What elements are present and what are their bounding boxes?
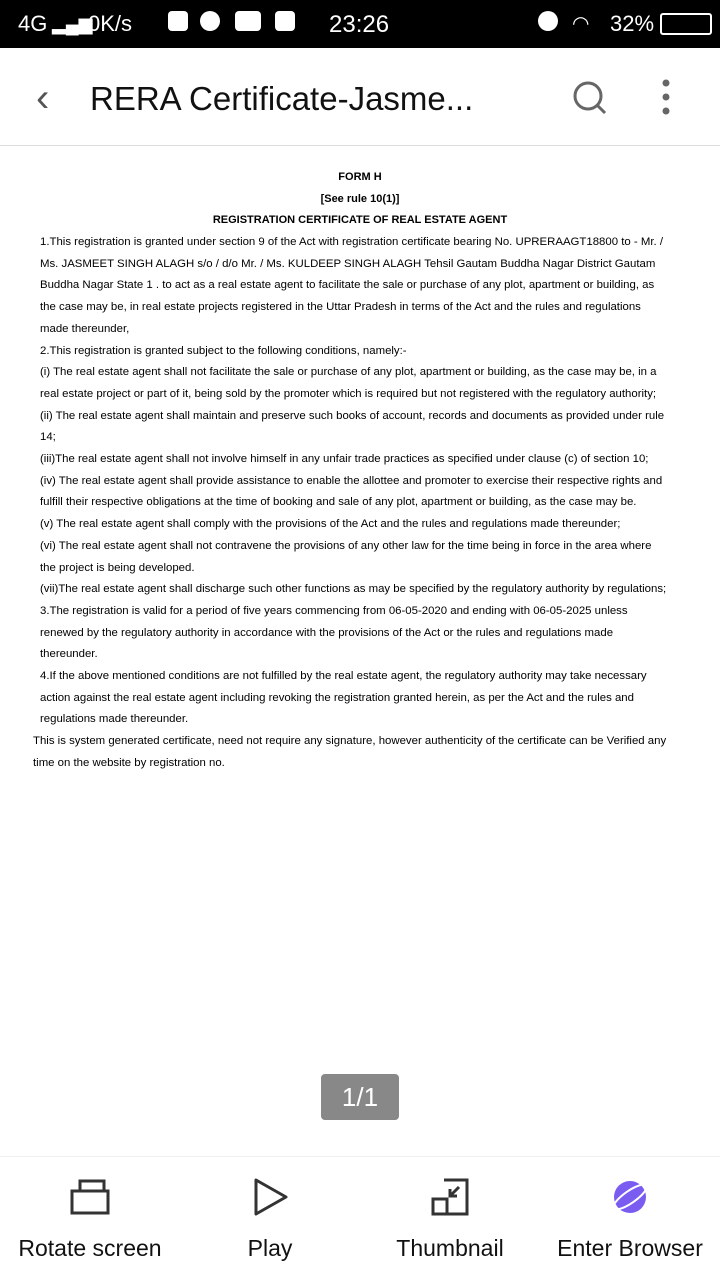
clock: 23:26 — [329, 11, 390, 38]
usb-settings-icon — [168, 11, 188, 31]
thumbnail-icon — [430, 1177, 470, 1217]
search-icon[interactable] — [572, 80, 608, 116]
signal-icon: ▂▄▆ — [52, 14, 93, 34]
thumbnail-button[interactable]: Thumbnail — [360, 1157, 540, 1281]
document-line: (vii)The real estate agent shall discharge such other functions as may be specified by the regulatory authority by regulations; — [40, 583, 667, 596]
document-line: 4.If the above mentioned conditions are not fulfilled by the real estate agent, the regulatory authority may take necessary — [40, 670, 647, 682]
document-line: Buddha Nagar State 1 . to act as a real estate agent to facilitate the sale or purchase of any plot, apartment or building, as — [40, 279, 655, 292]
document-line: (ii) The real estate agent shall maintain and preserve such books of account, records and documents as provided under rule — [40, 409, 665, 422]
network-type: 4G — [18, 11, 48, 36]
document-line: made thereunder, — [40, 322, 130, 335]
document-line: action against the real estate agent including revoking the registration granted herein, as per the Act and the rules and — [40, 691, 634, 704]
form-heading: FORM H — [338, 171, 382, 183]
page-indicator: 1/1 — [321, 1074, 399, 1120]
browser-planet-icon — [610, 1177, 650, 1217]
enter-browser-button[interactable]: Enter Browser — [540, 1157, 720, 1281]
document-line: 1.This registration is granted under section 9 of the Act with registration certificate bearing No. UPRERAAGT18800 to - Mr. / — [40, 236, 663, 248]
bottom-toolbar — [0, 1156, 720, 1280]
document-line: (v) The real estate agent shall comply with the provisions of the Act and the rules and regulations made thereunder; — [40, 518, 621, 531]
rule-heading: [See rule 10(1)] — [320, 193, 400, 205]
app-icon — [275, 11, 295, 31]
battery-icon — [660, 13, 712, 35]
app-bar — [0, 48, 720, 146]
document-line: (iii)The real estate agent shall not involve himself in any unfair trade practices as specified under clause (c) of section 10; — [40, 453, 649, 465]
rotate-screen-button[interactable]: Rotate screen — [0, 1157, 180, 1281]
rotate-icon — [70, 1177, 110, 1217]
document-line: (i) The real estate agent shall not facilitate the sale or purchase of any plot, apartment or building, as the case may be, in a — [40, 366, 657, 379]
document-line: This is system generated certificate, need not require any signature, however authenticity of the certificate can be Verified any — [33, 735, 667, 748]
wifi-icon: ◠ — [572, 13, 590, 35]
battery-percent: 32% — [610, 11, 655, 36]
alarm-icon — [538, 11, 558, 31]
document-line: renewed by the regulatory authority in accordance with the provisions of the Act or the rules and regulations made — [40, 626, 614, 639]
document-line: Ms. JASMEET SINGH ALAGH s/o / d/o Mr. / Ms. KULDEEP SINGH ALAGH Tehsil Gautam Buddha Nagar District Gautam — [40, 257, 656, 270]
net-speed: 0K/s — [88, 11, 133, 36]
document-line: the project is being developed. — [40, 561, 195, 574]
document-line: time on the website by registration no. — [33, 756, 225, 769]
document-line: real estate project or part of it, being sold by the promoter which is required but not registered with the regulatory authority; — [40, 387, 657, 400]
back-button[interactable]: ‹ — [36, 76, 50, 120]
document-line: (iv) The real estate agent shall provide assistance to enable the allottee and promoter to exercise their respective rights and — [40, 474, 663, 487]
document-line: fulfill their respective obligations at the time of booking and sale of any plot, apartment or building, as the case may be. — [40, 496, 637, 509]
more-options-icon[interactable] — [658, 78, 674, 118]
document-line: regulations made thereunder. — [40, 713, 189, 726]
document-line: thereunder. — [40, 648, 98, 661]
document-line: (vi) The real estate agent shall not contravene the provisions of any other law for the time being in force in the area where — [40, 539, 652, 552]
telegram-icon — [200, 11, 220, 31]
play-button[interactable]: Play — [180, 1157, 360, 1281]
document-line: the case may be, in real estate projects registered in the Uttar Pradesh in terms of the Act and the rules and regulations — [40, 301, 641, 314]
page-title: RERA Certificate-Jasme... — [90, 80, 474, 117]
document-line: 14; — [40, 431, 56, 444]
play-icon — [250, 1177, 290, 1217]
youtube-icon — [235, 11, 261, 31]
certificate-heading: REGISTRATION CERTIFICATE OF REAL ESTATE AGENT — [212, 214, 508, 226]
status-bar — [0, 0, 720, 48]
document-line: 2.This registration is granted subject to the following conditions, namely:- — [40, 344, 407, 357]
document-line: 3.The registration is valid for a period of five years commencing from 06-05-2020 and ending with 06-05-2025 unless — [40, 604, 628, 617]
